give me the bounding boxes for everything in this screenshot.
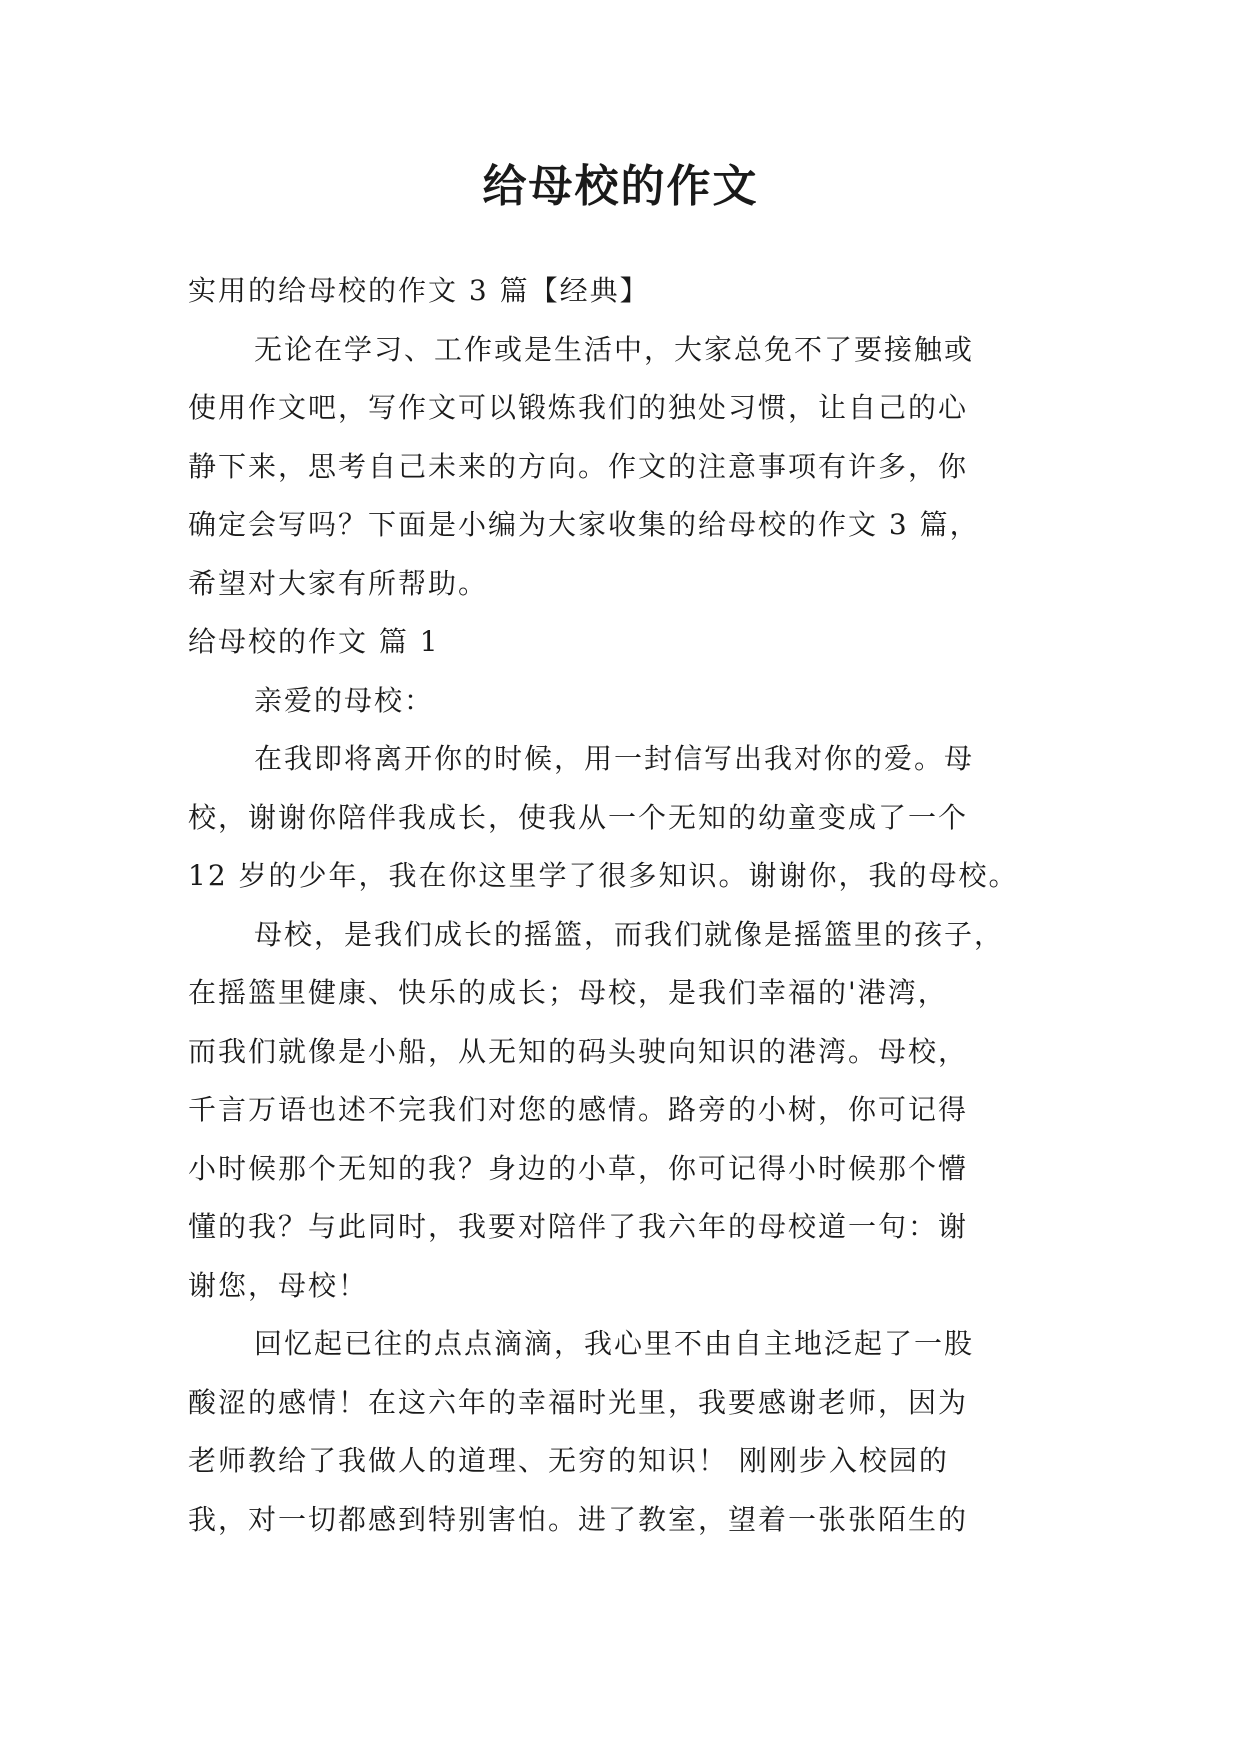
paragraph-line: 静下来，思考自己未来的方向。作文的注意事项有许多，你 xyxy=(188,449,969,483)
paragraph-line: 校，谢谢你陪伴我成长，使我从一个无知的幼童变成了一个 xyxy=(188,800,969,834)
intro-heading: 实用的给母校的作文 3 篇【经典】 xyxy=(188,274,650,307)
paragraph-line: 酸涩的感情！在这六年的幸福时光里，我要感谢老师，因为 xyxy=(188,1385,969,1419)
paragraph-line: 确定会写吗？下面是小编为大家收集的给母校的作文 3 篇， xyxy=(188,508,980,541)
paragraph-line: 千言万语也述不完我们对您的感情。路旁的小树，你可记得 xyxy=(188,1093,969,1126)
paragraph-line: 使用作文吧，写作文可以锻炼我们的独处习惯，让自己的心 xyxy=(188,391,969,424)
paragraph-line: 希望对大家有所帮助。 xyxy=(188,566,489,600)
paragraph-line: 小时候那个无知的我？身边的小草，你可记得小时候那个懵 xyxy=(188,1151,969,1185)
paragraph-line: 母校，是我们成长的摇篮，而我们就像是摇篮里的孩子， xyxy=(254,917,1005,951)
paragraph-line: 谢您，母校！ xyxy=(188,1268,369,1302)
section-heading: 给母校的作文 篇 1 xyxy=(188,625,440,658)
paragraph-line: 12 岁的少年，我在你这里学了很多知识。谢谢你，我的母校。 xyxy=(188,859,1019,892)
document-body xyxy=(188,262,1068,1549)
salutation-line: 亲爱的母校： xyxy=(254,683,435,717)
paragraph-line: 在摇篮里健康、快乐的成长；母校，是我们幸福的'港湾， xyxy=(188,976,948,1009)
paragraph-line: 在我即将离开你的时候，用一封信写出我对你的爱。母 xyxy=(254,742,975,775)
paragraph-line: 老师教给了我做人的道理、无穷的知识！ 刚刚步入校园的 xyxy=(188,1444,949,1477)
paragraph-line: 无论在学习、工作或是生活中，大家总免不了要接触或 xyxy=(254,332,975,366)
document-title: 给母校的作文 xyxy=(482,161,759,212)
paragraph-line: 而我们就像是小船，从无知的码头驶向知识的港湾。母校， xyxy=(188,1034,969,1068)
paragraph-line: 我，对一切都感到特别害怕。进了教室，望着一张张陌生的 xyxy=(188,1502,969,1536)
paragraph-line: 懂的我？与此同时，我要对陪伴了我六年的母校道一句：谢 xyxy=(188,1210,969,1243)
paragraph-line: 回忆起已往的点点滴滴，我心里不由自主地泛起了一股 xyxy=(254,1327,975,1360)
